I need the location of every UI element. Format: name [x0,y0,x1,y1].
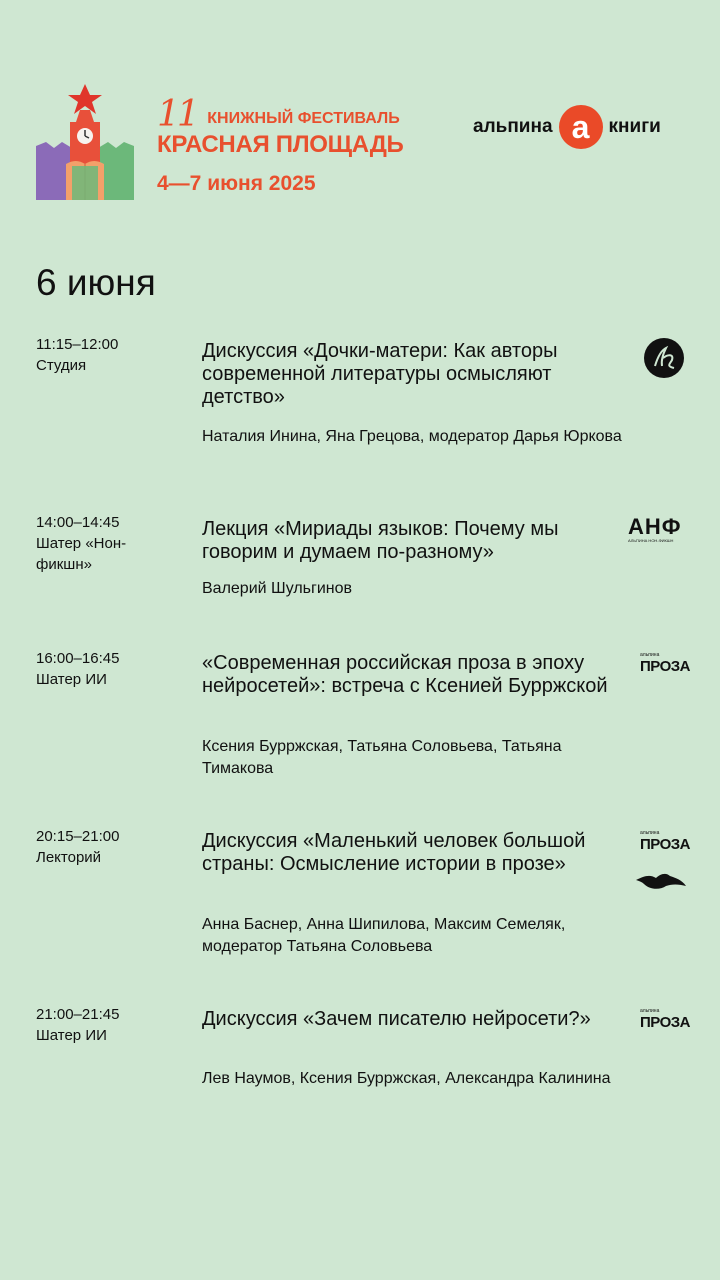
event-title: Дискуссия «Маленький человек большой страны: Осмысление истории в прозе» [202,830,586,875]
proza-logo-top: альпина [640,652,660,658]
proza-logo-top: альпина [640,1008,660,1014]
event-time: 16:00–16:45 [36,650,120,667]
alpina-books-logo [473,105,661,149]
event-venue: Студия [36,357,87,374]
kremlin-tower-logo [36,84,134,200]
event-time-venue [36,826,186,868]
festival-subtitle: КНИЖНЫЙ ФЕСТИВАЛЬ [207,110,400,127]
star-icon [68,84,102,114]
event-title: «Современная российская проза в эпоху нейросетей»: встреча с Ксенией Бурржской [202,652,608,697]
event-participants: Наталия Инина, Яна Грецова, модератор Дарья Юркова [202,428,622,445]
bird-logo-icon [636,872,686,892]
event-participants: Валерий Шульгинов [202,580,353,597]
books-word: книги [608,116,661,137]
festival-number: 11 [157,94,197,135]
proza-logo-text: ПРОЗА [640,1014,690,1031]
event-time: 14:00–14:45 [36,514,120,531]
anf-logo [628,516,688,543]
day-title: 6 июня [36,262,156,303]
event-venue: Шатер ИИ [36,671,107,688]
rl-seal-icon [644,338,684,378]
anf-logo-text: АНФ [628,514,682,539]
event-participants: Лев Наумов, Ксения Бурржская, Александра Калинина [202,1070,611,1087]
proza-logo-text: ПРОЗА [640,658,690,675]
event-title: Дискуссия «Зачем писателю нейросети?» [202,1008,591,1030]
event-title: Лекция «Мириады языков: Почему мы говорим и думаем по-разному» [202,518,559,563]
event-participants: Анна Баснер, Анна Шипилова, Максим Семеляк, модератор Татьяна Соловьева [202,916,566,955]
festival-dates: 4—7 июня 2025 [157,172,316,195]
festival-title [157,94,404,196]
event-time: 20:15–21:00 [36,828,120,845]
event-venue: Лекторий [36,849,102,866]
event-title: Дискуссия «Дочки-матери: Как авторы современной литературы осмысляют детство» [202,340,558,408]
header [0,0,720,220]
festival-name: КРАСНАЯ ПЛОЩАДЬ [157,131,404,158]
proza-logo [640,652,688,676]
event-time: 11:15–12:00 [36,336,119,353]
event-venue: Шатер ИИ [36,1027,107,1044]
alpina-word: альпина [473,116,553,137]
anf-logo-subtitle: АЛЬПИНА НОН-ФИКШН [628,538,674,543]
alpina-a-icon: а [559,105,603,149]
event-participants: Ксения Бурржская, Татьяна Соловьева, Татьяна Тимакова [202,738,562,777]
proza-logo [640,830,688,854]
event-time-venue [36,1004,186,1046]
event-time: 21:00–21:45 [36,1006,120,1023]
event-time-venue [36,334,186,376]
event-time-venue [36,648,186,690]
event-venue: Шатер «Нон-фикшн» [36,535,127,573]
event-time-venue [36,512,186,575]
proza-logo [640,1008,688,1032]
proza-logo-text: ПРОЗА [640,836,690,853]
proza-logo-top: альпина [640,830,660,836]
